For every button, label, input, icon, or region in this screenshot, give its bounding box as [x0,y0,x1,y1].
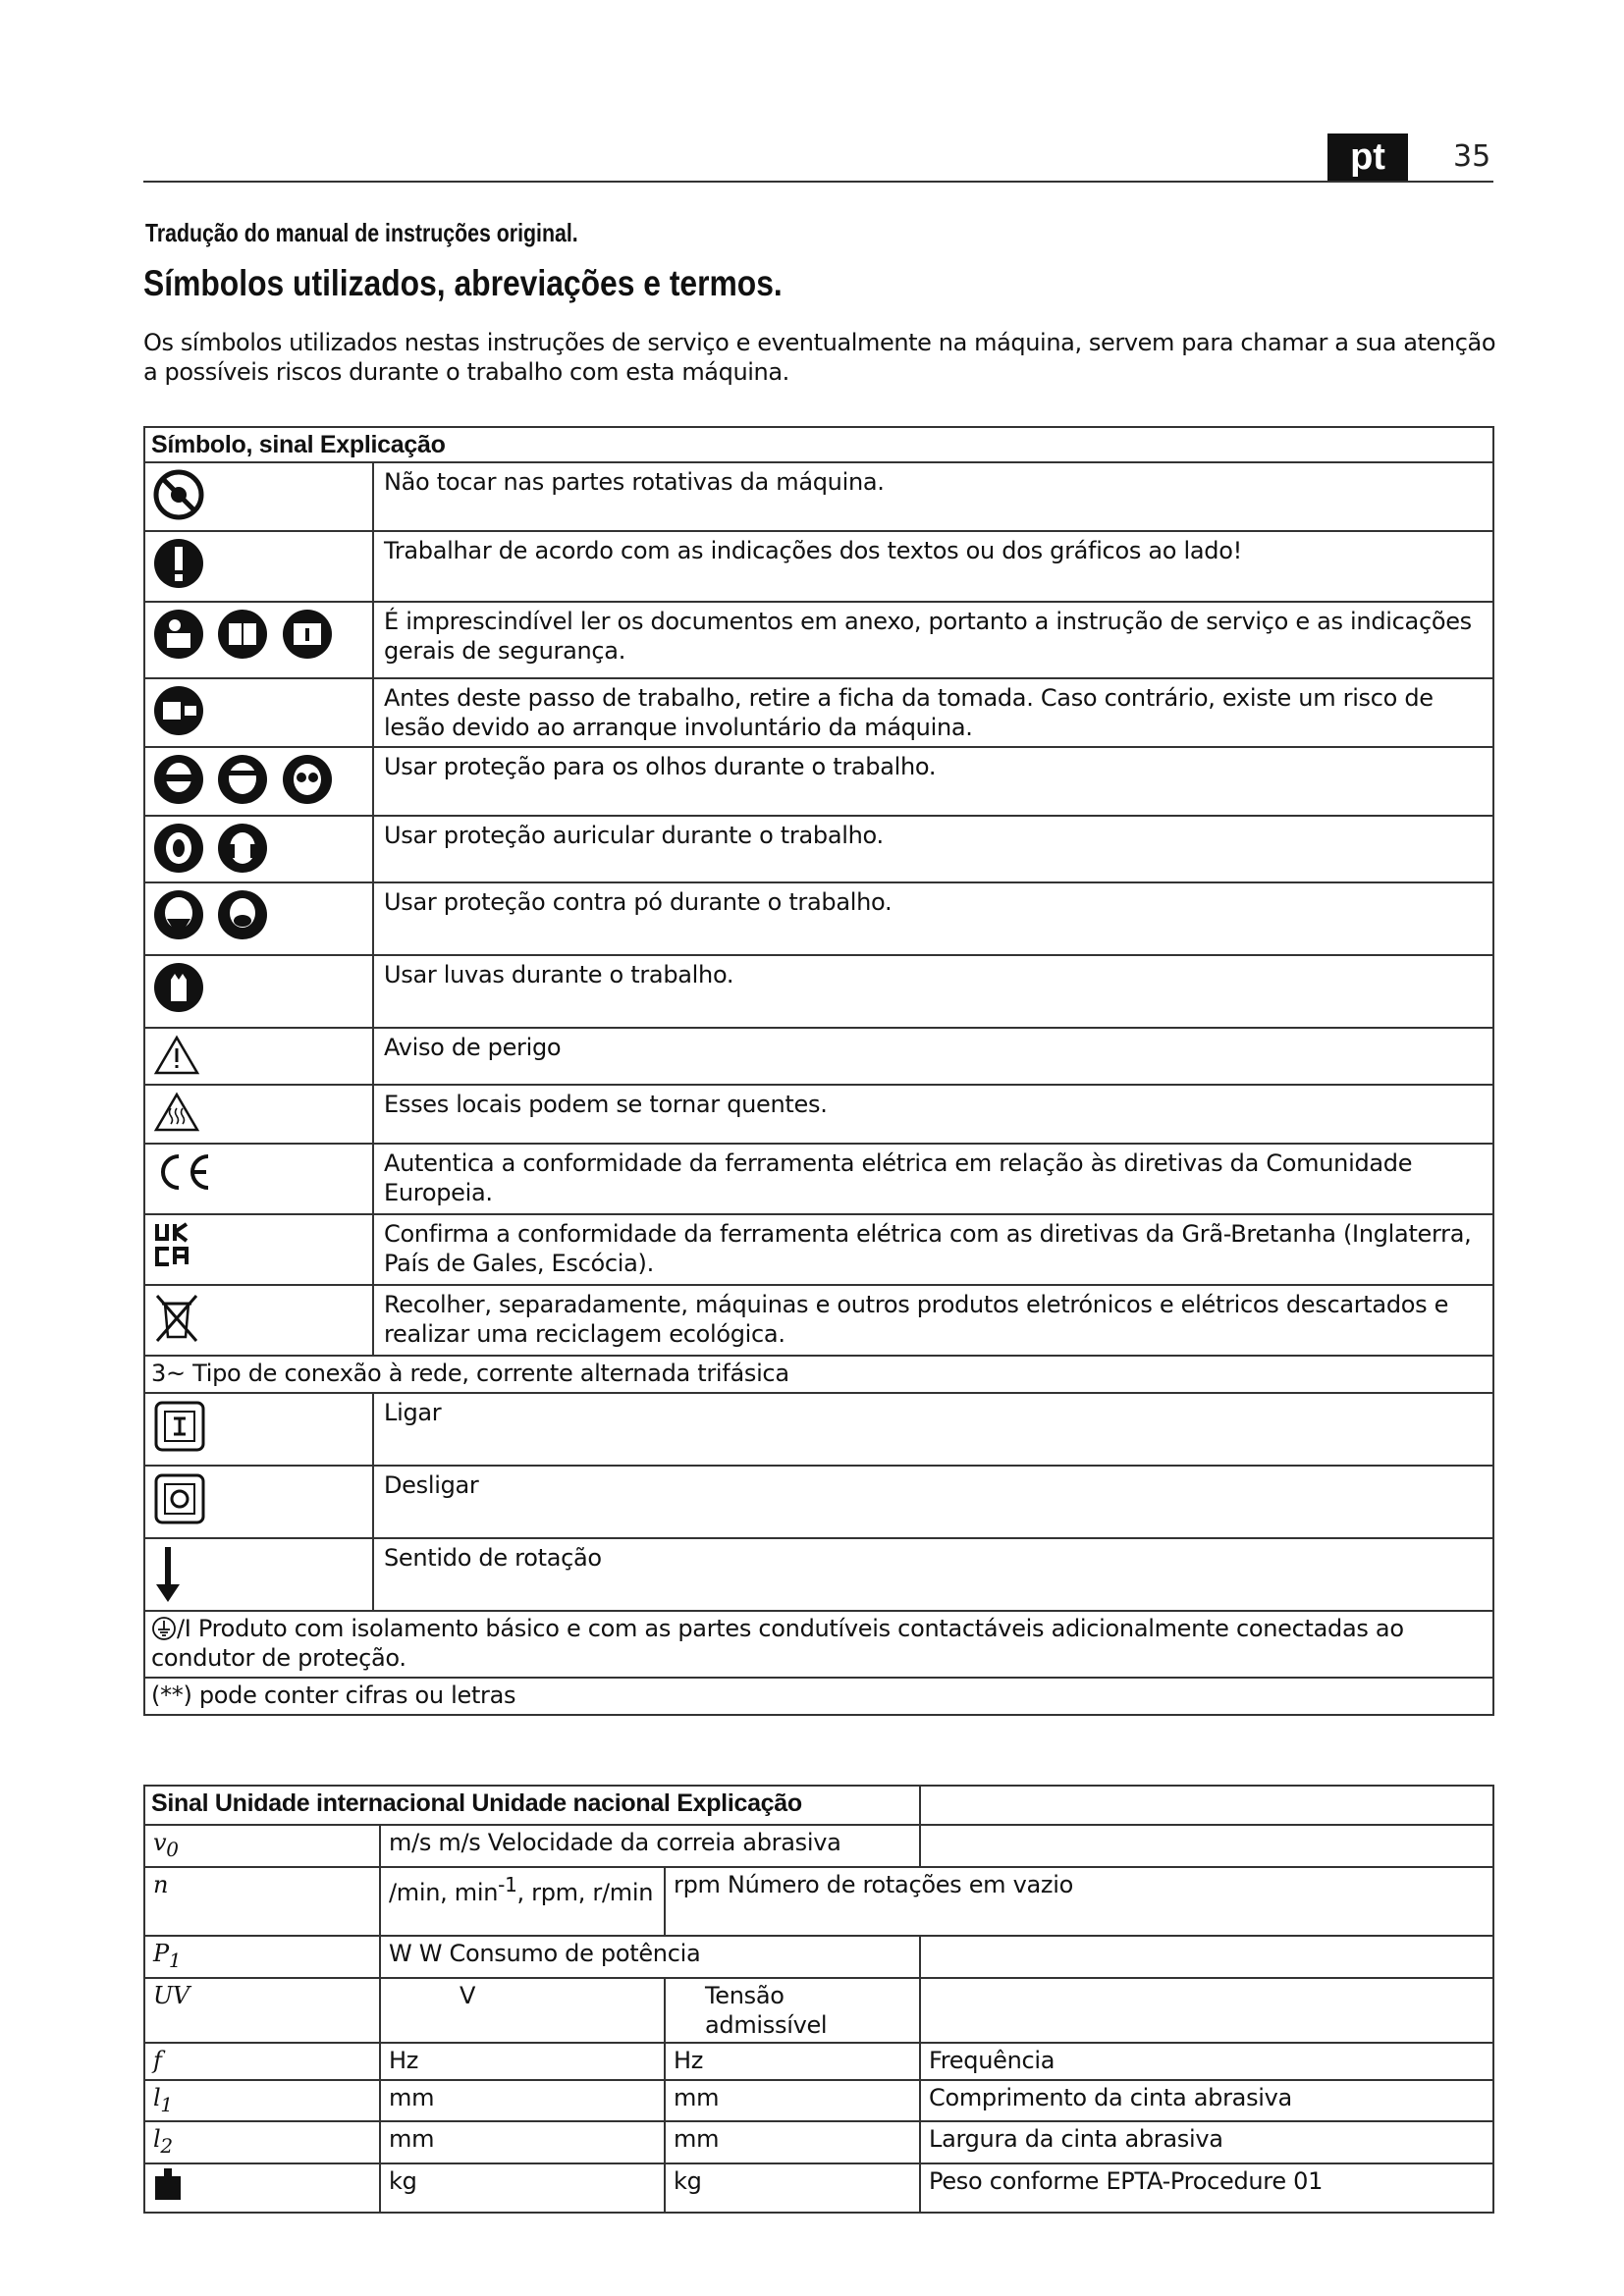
table-row [144,1678,1493,1715]
warning-triangle-icon [153,1035,200,1076]
empty-cell [920,1825,1493,1867]
units-header-empty [920,1786,1493,1825]
table-row [144,1538,1493,1611]
ce-mark-icon [153,1150,214,1194]
table-row [144,1028,1493,1085]
table-row [144,1978,1493,2043]
document-subtitle: Tradução do manual de instruções original. [145,218,578,247]
table-row [144,1936,1493,1978]
footnote-text: (**) pode conter cifras ou letras [144,1678,1493,1715]
explanation-cell: Ligar [373,1393,1493,1466]
table-row [144,1285,1493,1356]
table-row [144,1144,1493,1214]
symbol-cell [144,1214,373,1285]
symbol-cell [144,1466,373,1538]
explanation-cell: Desligar [373,1466,1493,1538]
rotation-direction-arrow-icon [153,1545,183,1604]
header-rule [143,181,1493,183]
explanation-cell: Peso conforme EPTA-Procedure 01 [920,2163,1493,2213]
read-manual-icon [153,609,204,660]
table-row [144,1466,1493,1538]
eye-protection-icon [153,754,204,805]
symbol-cell [144,816,373,882]
unit-cell: /min, $\min^{-1}$, rpm, r/min [380,1867,665,1936]
explanation-cell: É imprescindível ler os documentos em anexo, portanto a instrução de serviço e as indicações gerais de segurança. [373,602,1493,678]
symbol-cell [144,531,373,602]
page-title: Símbolos utilizados, abreviações e termos. [143,263,783,303]
explanation-cell: Usar proteção para os olhos durante o trabalho. [373,747,1493,816]
face-shield-icon [217,754,268,805]
explanation-cell: Largura da cinta abrasiva [920,2121,1493,2163]
empty-cell [920,1936,1493,1978]
switch-on-icon [153,1400,206,1453]
intro-paragraph: Os símbolos utilizados nestas instruções de serviço e eventualmente na máquina, servem para chamar a sua atenção a possíveis riscos durante o trabalho com esta máquina. [143,329,1496,386]
weight-icon [153,2166,183,2202]
unit-cell: mm [665,2080,920,2122]
unit-cell: kg [665,2163,920,2213]
explanation-cell: Frequência [920,2043,1493,2080]
table-row [144,955,1493,1028]
table-row [144,1085,1493,1144]
explanation-cell: Esses locais podem se tornar quentes. [373,1085,1493,1144]
table-row [144,747,1493,816]
symbol-text: $v_0$ [153,1829,179,1861]
ukca-mark-icon [153,1221,192,1268]
symbol-cell [144,2043,380,2080]
table-row [144,1611,1493,1678]
no-touch-rotating-icon [153,469,204,520]
unit-cell: mm [665,2121,920,2163]
symbols-table [143,426,1494,1716]
unit-cell: Hz [380,2043,665,2080]
symbol-cell [144,1028,373,1085]
weee-bin-icon [153,1292,200,1345]
ear-muffs-icon [217,823,268,874]
symbol-cell [144,462,373,531]
merged-cell: rpm Número de rotações em vazio [665,1867,1493,1936]
explanation-cell: Sentido de rotação [373,1538,1493,1611]
symbol-cell [144,1144,373,1214]
symbol-cell [144,2121,380,2163]
table-row [144,1393,1493,1466]
merged-cell: W W Consumo de potência [380,1936,920,1978]
explanation-cell: Trabalhar de acordo com as indicações dos textos ou dos gráficos ao lado! [373,531,1493,602]
symbol-cell [144,955,373,1028]
three-phase-row-text: 3~ Tipo de conexão à rede, corrente alternada trifásica [144,1356,1493,1393]
symbol-cell [144,1393,373,1466]
explanation-cell: Usar proteção auricular durante o trabalho. [373,816,1493,882]
symbol-text: UV [153,1981,189,2009]
table-row [144,2163,1493,2213]
table-row [144,1214,1493,1285]
hot-surface-icon [153,1092,200,1133]
table-row [144,678,1493,747]
protective-earth-icon [151,1616,177,1641]
explanation-cell: Recolher, separadamente, máquinas e outros produtos eletrónicos e elétricos descartados e realizar uma reciclagem ecológica. [373,1285,1493,1356]
table-row [144,2121,1493,2163]
page-number: 35 [1453,139,1491,174]
symbol-text: $l_2$ [153,2125,173,2159]
unit-cell: V [380,1978,665,2043]
protection-class-text: /I Produto com isolamento básico e com as partes condutíveis contactáveis adicionalmente conectadas ao condutor de proteção. [151,1615,1404,1672]
language-badge: pt [1327,133,1408,181]
gloves-icon [153,962,204,1013]
dust-mask-icon [153,889,204,940]
table-row [144,2043,1493,2080]
merged-cell: m/s m/s Velocidade da correia abrasiva [380,1825,920,1867]
units-table [143,1785,1494,2214]
symbols-header-cell: Símbolo, sinal Explicação [144,427,1493,462]
table-row [144,1825,1493,1867]
unit-cell: mm [380,2080,665,2122]
explanation-cell: Usar proteção contra pó durante o trabalho. [373,882,1493,955]
ear-protection-icon [153,823,204,874]
symbol-text: n [153,1870,169,1898]
read-manual-book-icon [217,609,268,660]
explanation-cell: Usar luvas durante o trabalho. [373,955,1493,1028]
empty-cell [920,1978,1493,2043]
symbol-cell [144,1085,373,1144]
explanation-cell: Não tocar nas partes rotativas da máquina. [373,462,1493,531]
symbol-text: f [153,2046,162,2074]
switch-off-icon [153,1472,206,1525]
unit-cell: Hz [665,2043,920,2080]
unit-cell: kg [380,2163,665,2213]
symbol-cell [144,882,373,955]
table-row [144,602,1493,678]
table-row [144,1356,1493,1393]
symbol-cell [144,678,373,747]
unit-cell: Tensão admissível [665,1978,920,2043]
symbol-cell [144,602,373,678]
symbol-text: $P_1$ [153,1939,182,1972]
symbol-cell [144,2163,380,2213]
unit-cell: mm [380,2121,665,2163]
exclamation-icon [153,538,204,589]
table-row [144,1867,1493,1936]
symbol-cell [144,1285,373,1356]
explanation-cell: Confirma a conformidade da ferramenta elétrica com as diretivas da Grã-Bretanha (Inglaterra, País de Gales, Escócia). [373,1214,1493,1285]
table-row [144,531,1493,602]
goggles-icon [282,754,333,805]
symbol-cell [144,1538,373,1611]
explanation-cell: Comprimento da cinta abrasiva [920,2080,1493,2122]
symbols-table-header [144,427,1493,462]
table-row [144,462,1493,531]
units-table-header [144,1786,1493,1825]
explanation-cell: Antes deste passo de trabalho, retire a ficha da tomada. Caso contrário, existe um risco de lesão devido ao arranque involuntário da máquina. [373,678,1493,747]
symbol-cell [144,1825,380,1867]
symbol-cell [144,1936,380,1978]
symbol-cell [144,1867,380,1936]
protection-class-row [144,1611,1493,1678]
table-row [144,882,1493,955]
units-header-cell: Sinal Unidade internacional Unidade nacional Explicação [144,1786,920,1825]
symbol-cell [144,2080,380,2122]
symbol-cell [144,1978,380,2043]
symbol-cell [144,747,373,816]
symbol-text: $l_1$ [153,2083,173,2116]
unplug-icon [153,685,204,736]
read-manual-info-icon [282,609,333,660]
table-row [144,816,1493,882]
explanation-cell: Aviso de perigo [373,1028,1493,1085]
table-row [144,2080,1493,2122]
respirator-icon [217,889,268,940]
explanation-cell: Autentica a conformidade da ferramenta elétrica em relação às diretivas da Comunidade Europeia. [373,1144,1493,1214]
